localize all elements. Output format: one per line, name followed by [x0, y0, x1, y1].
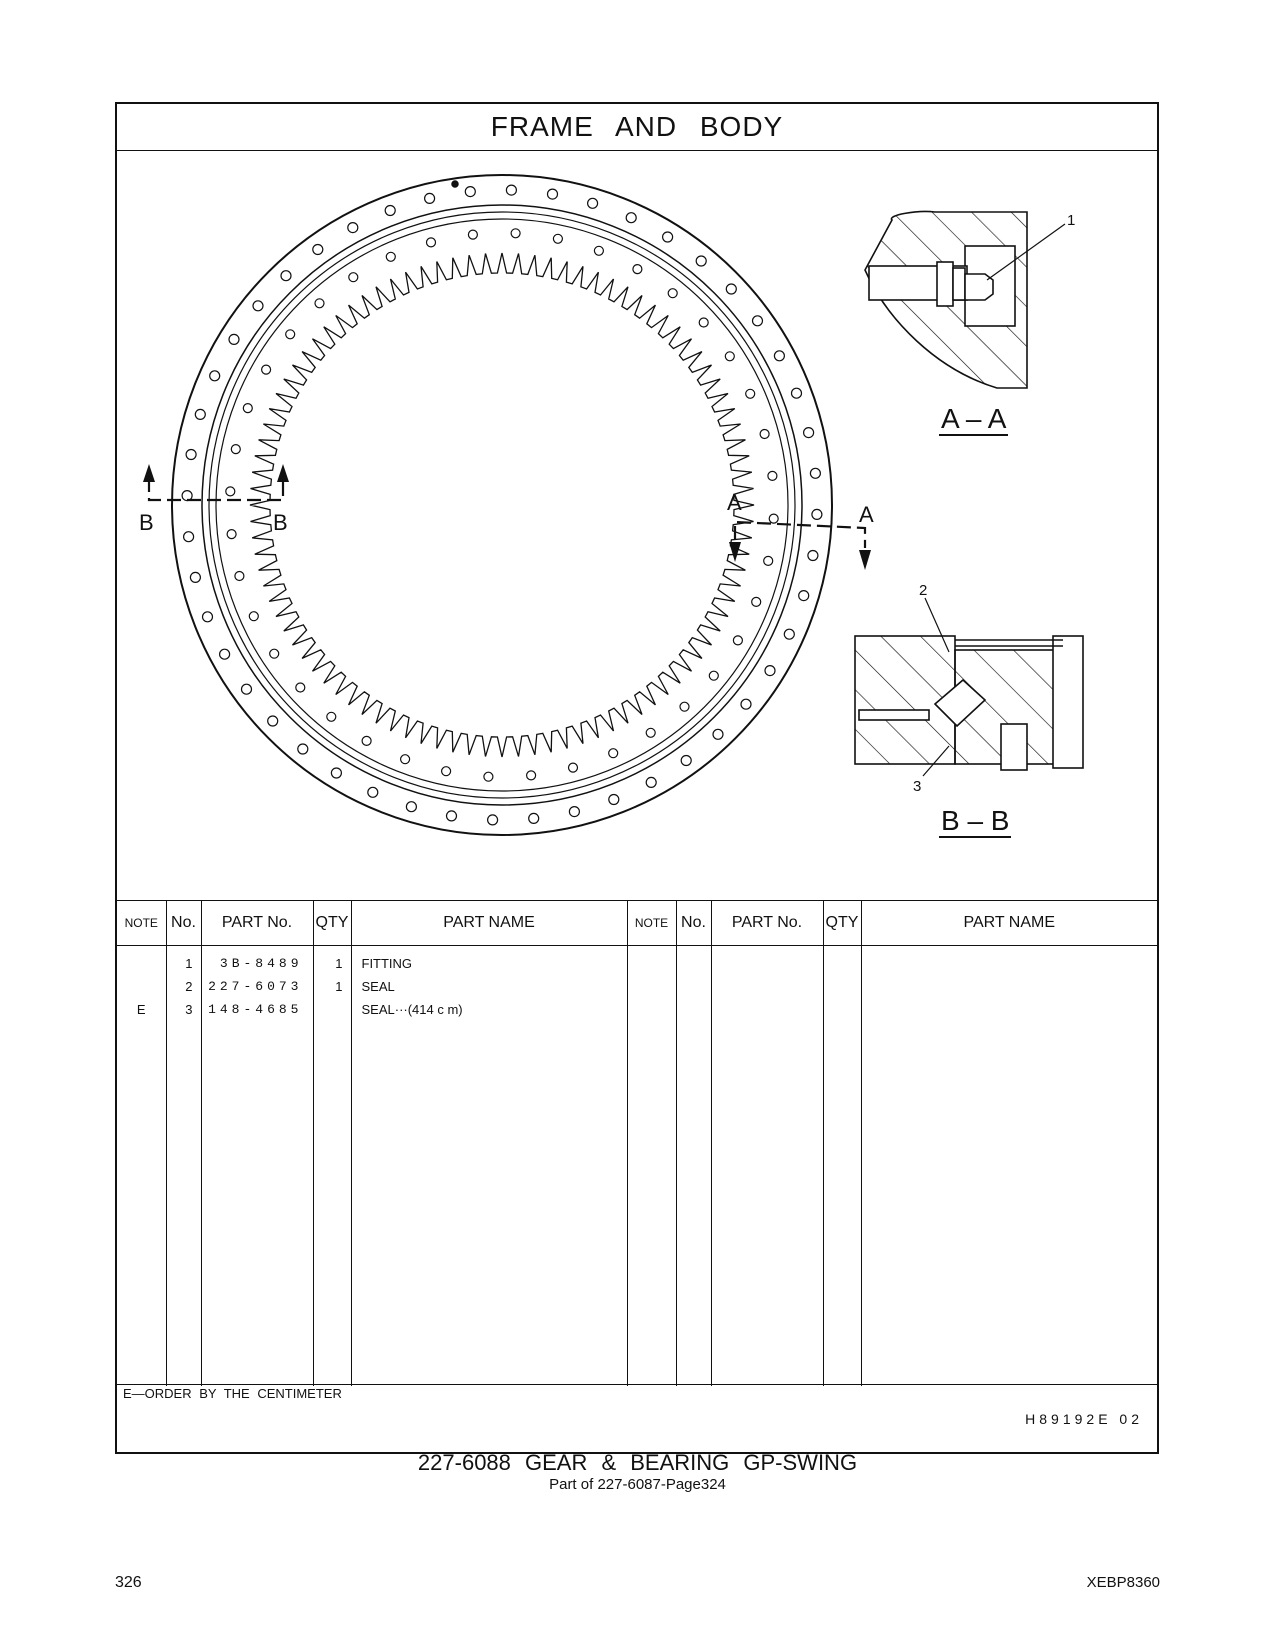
inner-bolt-hole	[752, 597, 761, 606]
outer-bolt-hole	[646, 777, 656, 787]
inner-bolt-hole	[609, 749, 618, 758]
outer-bolt-hole	[681, 756, 691, 766]
inner-bolt-hole	[680, 702, 689, 711]
parts-sheet	[115, 102, 1159, 1454]
inner-bolt-hole	[646, 728, 655, 737]
inner-bolt-hole	[553, 234, 562, 243]
inner-bolt-hole	[315, 299, 324, 308]
table-body-row	[117, 946, 1157, 1387]
inner-bolt-hole	[231, 445, 240, 454]
outer-bolt-hole	[810, 468, 820, 478]
col-no-header-2: No.	[676, 901, 711, 946]
inner-bolt-hole	[633, 265, 642, 274]
inner-bolt-hole	[709, 671, 718, 680]
col-note-header: NOTE	[117, 901, 166, 946]
outer-bolt-hole	[812, 509, 822, 519]
outer-bolt-hole	[506, 185, 516, 195]
outer-bolt-hole	[799, 591, 809, 601]
outer-bolt-hole	[713, 729, 723, 739]
page-title: FRAME AND BODY	[117, 104, 1157, 151]
no-column-2	[676, 946, 711, 1387]
inner-bolt-hole	[286, 330, 295, 339]
outer-bolt-hole	[184, 532, 194, 542]
part-no-column-2	[711, 946, 823, 1387]
inner-bolt-hole	[386, 252, 395, 261]
part-name-column-2	[861, 946, 1157, 1387]
inner-bolt-hole	[226, 487, 235, 496]
detail-view-bb	[855, 598, 1083, 776]
outer-bolt-hole	[774, 351, 784, 361]
col-part-no-header: PART No.	[201, 901, 313, 946]
outer-bolt-hole	[186, 450, 196, 460]
footer-note: E—ORDER BY THE CENTIMETER	[123, 1386, 342, 1401]
outer-bolt-hole	[741, 699, 751, 709]
col-qty-header-2: QTY	[823, 901, 861, 946]
outer-bolt-hole	[784, 629, 794, 639]
inner-bolt-hole	[362, 736, 371, 745]
outer-bolt-hole	[268, 716, 278, 726]
outer-bolt-hole	[229, 334, 239, 344]
inner-bolt-hole	[746, 389, 755, 398]
table-cell-no: 3	[185, 1002, 193, 1017]
outer-bolt-hole	[253, 301, 263, 311]
table-cell-note: E	[136, 1002, 146, 1017]
table-cell-part-name: SEAL···(414 c m)	[361, 1002, 463, 1017]
inner-bolt-hole	[442, 767, 451, 776]
inner-bolt-hole	[427, 238, 436, 247]
section-a-marker	[729, 522, 871, 570]
inner-bolt-hole	[249, 612, 258, 621]
outer-bolt-hole	[242, 684, 252, 694]
drawing-code: H89192E 02	[1025, 1411, 1143, 1427]
table-cell-note	[117, 952, 166, 975]
exploded-drawing	[117, 150, 1157, 900]
col-part-name-header: PART NAME	[351, 901, 627, 946]
qty-column	[313, 946, 351, 1387]
outer-bolt-hole	[465, 187, 475, 197]
detail-view-aa	[865, 212, 1065, 388]
outer-bolt-hole	[808, 551, 818, 561]
section-a-label-left: A	[727, 490, 742, 515]
position-dot	[452, 181, 458, 187]
table-cell-qty	[314, 998, 351, 1021]
inner-bolt-hole	[527, 771, 536, 780]
table-cell-qty: 1	[335, 979, 343, 994]
outer-bolt-hole	[406, 802, 416, 812]
ring-outer-groove	[202, 205, 802, 805]
inner-bolt-hole	[569, 763, 578, 772]
table-cell-part-no: 3B-8489	[219, 956, 303, 971]
inner-bolt-hole	[764, 556, 773, 565]
gear-teeth	[250, 253, 754, 757]
outer-bolt-hole	[331, 768, 341, 778]
inner-bolt-hole	[768, 471, 777, 480]
inner-bolt-hole	[270, 649, 279, 658]
view-bb-title: B – B	[941, 805, 1010, 836]
outer-bolt-hole	[298, 744, 308, 754]
inner-bolt-hole	[594, 246, 603, 255]
section-a-label-right: A	[859, 502, 874, 527]
col-no-header: No.	[166, 901, 201, 946]
outer-bolt-hole	[281, 271, 291, 281]
callout-3: 3	[913, 778, 922, 795]
assembly-caption: 227-6088 GEAR & BEARING GP-SWING	[417, 1450, 858, 1475]
table-cell-no: 1	[185, 956, 193, 971]
outer-bolt-hole	[569, 807, 579, 817]
ring-outer-groove-inner	[209, 212, 795, 798]
table-cell-note	[117, 975, 166, 998]
inner-bolt-hole	[327, 712, 336, 721]
inner-bolt-hole	[484, 772, 493, 781]
note-column-2	[627, 946, 676, 1387]
inner-bolt-hole	[349, 273, 358, 282]
inner-bolt-hole	[243, 404, 252, 413]
inner-bolt-hole	[699, 318, 708, 327]
callout-1: 1	[1067, 212, 1076, 229]
section-b-label-left: B	[139, 510, 154, 535]
outer-bolt-hole	[529, 813, 539, 823]
inner-bolt-hole	[725, 352, 734, 361]
section-b-label-right: B	[273, 510, 288, 535]
page-number: 326	[115, 1574, 142, 1591]
outer-bolt-hole	[203, 612, 213, 622]
ring-race-line	[216, 219, 788, 791]
table-cell-part-name: SEAL	[361, 979, 395, 994]
inner-bolt-hole	[668, 289, 677, 298]
table-cell-part-no: 148-4685	[208, 1002, 303, 1017]
inner-bolt-hole	[401, 755, 410, 764]
document-code: XEBP8360	[1086, 1574, 1160, 1591]
table-cell-no: 2	[185, 979, 193, 994]
parts-table	[117, 900, 1157, 1386]
table-cell-qty: 1	[335, 956, 343, 971]
outer-bolt-hole	[548, 189, 558, 199]
outer-bolt-hole	[368, 787, 378, 797]
outer-bolt-hole	[348, 223, 358, 233]
outer-bolt-hole	[190, 572, 200, 582]
outer-bolt-hole	[765, 666, 775, 676]
inner-bolt-hole	[262, 365, 271, 374]
view-aa-title: A – A	[941, 403, 1007, 434]
inner-bolt-hole	[769, 514, 778, 523]
inner-bolt-hole	[296, 683, 305, 692]
outer-bolt-hole	[385, 206, 395, 216]
table-cell-part-no: 227-6073	[208, 979, 303, 994]
part-name-column	[351, 946, 627, 1387]
outer-bolt-hole	[588, 198, 598, 208]
outer-bolt-hole	[425, 193, 435, 203]
inner-bolt-hole	[733, 636, 742, 645]
outer-bolt-hole	[488, 815, 498, 825]
col-note-header-2: NOTE	[627, 901, 676, 946]
outer-bolt-hole	[663, 232, 673, 242]
outer-bolt-hole	[804, 428, 814, 438]
outer-bolt-hole	[609, 795, 619, 805]
col-qty-header: QTY	[313, 901, 351, 946]
outer-bolt-hole	[447, 811, 457, 821]
no-column	[166, 946, 201, 1387]
outer-bolt-hole	[792, 388, 802, 398]
outer-bolt-hole	[195, 409, 205, 419]
qty-column-2	[823, 946, 861, 1387]
outer-bolt-hole	[696, 256, 706, 266]
outer-bolt-hole	[313, 245, 323, 255]
outer-bolt-hole	[753, 316, 763, 326]
inner-bolt-hole	[760, 430, 769, 439]
inner-bolt-hole	[511, 229, 520, 238]
inner-bolt-hole	[468, 230, 477, 239]
note-column	[117, 946, 166, 1387]
table-cell-part-name: FITTING	[361, 956, 413, 971]
outer-bolt-hole	[726, 284, 736, 294]
outer-bolt-hole	[210, 371, 220, 381]
col-part-name-header-2: PART NAME	[861, 901, 1157, 946]
outer-bolt-hole	[626, 213, 636, 223]
inner-bolt-hole	[227, 530, 236, 539]
part-no-column	[201, 946, 313, 1387]
outer-bolt-hole	[220, 649, 230, 659]
footer-divider	[117, 1384, 1157, 1385]
callout-2: 2	[919, 582, 928, 599]
col-part-no-header-2: PART No.	[711, 901, 823, 946]
assembly-subcaption: Part of 227-6087-Page324	[549, 1476, 726, 1493]
inner-bolt-hole	[235, 572, 244, 581]
